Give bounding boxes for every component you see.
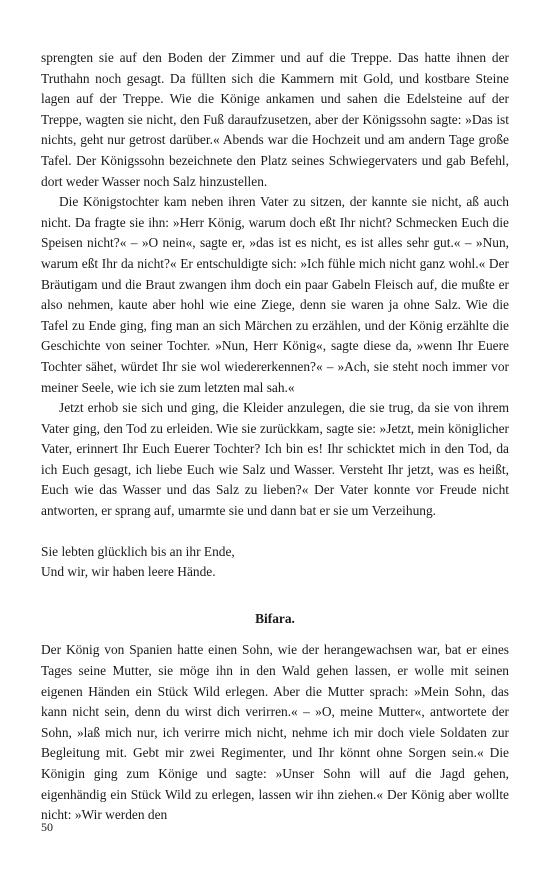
paragraph-4: Der König von Spanien hatte einen Sohn, wie der herangewachsen war, bat er eines Tages seine Mutter, sie möge ihn in den Wald gehen lassen, er wolle mit seinen eigenen Händen ein Stück Wild erlegen. Aber die Mutter sprach: »Mein Sohn, das kann nicht sein, denn du wirst dich verirren.« – »O, meine Mutter«, antwortete der Sohn, »laß mich nur, ich verirre mich nicht, nehme ich mir doch viele Soldaten zur Begleitung mit. Gebt mir zwei Regimenter, und Ihr könnt ohne Sorgen sein.« Die Königin ging zum Könige und sagte: »Unser Sohn will auf die Jagd gehen, eigenhändig ein Stück Wild zu erlegen, lassen wir ihn ziehen.« Der König aber wollte nicht: »Wir werden den <box>41 642 509 823</box>
paragraph-3: Jetzt erhob sie sich und ging, die Kleider anzulegen, die sie trug, da sie von ihrem Vater ging, den Tod zu erleiden. Wie sie zurückkam, sagte sie: »Jetzt, mein königlicher Vater, erinnert Ihr Euch Euerer Tochter? Ich bin es! Ihr schicktet mich in den Tod, da ich Euch gesagt, ich liebe Euch wie Salz und Wasser. Versteht Ihr jetzt, was es heißt, Euch wie das Wasser und das Salz zu lieben?« Der Vater konnte vor Freude nicht antworten, er sprang auf, umarmte sie und dann bat er sie um Verzeihung. <box>41 400 509 519</box>
paragraph-1: sprengten sie auf den Boden der Zimmer und auf die Treppe. Das hatte ihnen der Truthahn noch gesagt. Da füllten sich die Kammern mit Gold, und kostbare Steine lagen auf der Treppe. Wie die Könige ankamen und sahen die Edelsteine auf der Treppe, wagten sie nicht, den Fuß daraufzusetzen, aber der Königssohn sagte: »Das ist nichts, geht nur getrost darüber.« Abends war die Hochzeit und am andern Tage große Tafel. Der Königssohn bezeichnete den Platz seines Schwiegervaters und gab Befehl, dort weder Wasser noch Salz hinzustellen. <box>41 50 509 189</box>
verse-line-1: Sie lebten glücklich bis an ihr Ende, <box>41 543 235 559</box>
section-title: Bifara. <box>255 610 295 626</box>
paragraph-2: Die Königstochter kam neben ihren Vater zu sitzen, der kannte sie nicht, aß auch nicht. Da fragte sie ihn: »Herr König, warum doch eßt Ihr nicht? Schmecken Euch die Speisen nicht?« – »O nein«, sagte er, »das ist es nicht, es ist alles sehr gut.« – »Nun, warum eßt Ihr da nicht?« Er entschuldigte sich: »Ich fühle mich nicht ganz wohl.« Der Bräutigam und die Braut zwangen ihm doch ein paar Gabeln Fleisch auf, die mußte er also nehmen, kaute aber hohl wie eine Ziege, denn sie waren ja ohne Salz. Wie die Tafel zu Ende ging, fing man an sich Märchen zu erzählen, und der König erzählte die Geschichte von seiner Tochter. »Nun, Herr König«, sagte diese da, »wenn Ihr Euere Tochter sähet, würdet Ihr sie wol wiedererkennen?« – »Ach, sie steht noch immer vor meiner Seele, wie ich sie zum letzten mal sah.« <box>41 194 509 395</box>
closing-verse <box>41 542 509 583</box>
page-number: 50 <box>41 820 53 834</box>
verse-line-2: Und wir, wir haben leere Hände. <box>41 564 216 580</box>
book-page <box>41 48 509 826</box>
